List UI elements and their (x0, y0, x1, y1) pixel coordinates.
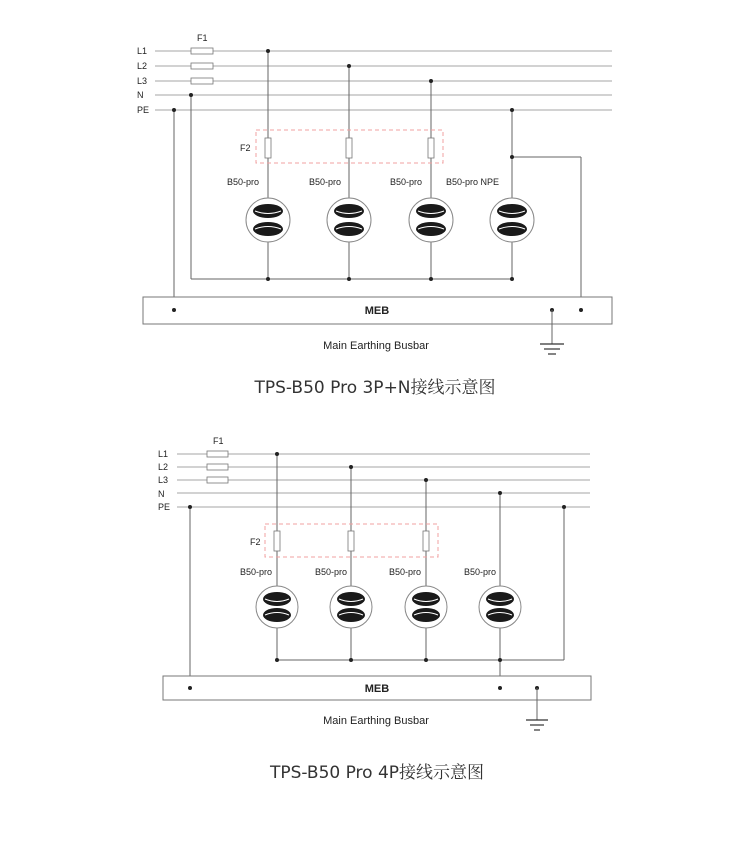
spd-module (256, 586, 298, 628)
line-label-l2: L2 (137, 61, 148, 71)
spd-module (405, 586, 447, 628)
line-label-n: N (158, 489, 165, 499)
busbar-caption: Main Earthing Busbar (323, 340, 429, 352)
diagram-4p (158, 436, 591, 783)
module-label: B50-pro (309, 177, 342, 187)
module-label: B50-pro (464, 567, 497, 577)
fuse-f2 (274, 531, 280, 551)
fuse-f1-l2 (191, 63, 213, 69)
spd-module (246, 198, 290, 242)
fuse-label-f2: F2 (250, 537, 261, 547)
spd-module (327, 198, 371, 242)
spd-module (490, 198, 534, 242)
meb-label: MEB (364, 305, 390, 317)
line-label-l3: L3 (158, 475, 169, 485)
line-label-n: N (137, 90, 144, 100)
line-label-l2: L2 (158, 462, 169, 472)
diagram-caption: TPS-B50 Pro 3P+N接线示意图 (254, 378, 496, 398)
spd-module (330, 586, 372, 628)
fuse-f2 (265, 138, 271, 158)
line-label-l1: L1 (158, 449, 169, 459)
fuse-f1-l3 (207, 477, 228, 483)
fuse-f1-l1 (207, 451, 228, 457)
fuse-f1-l2 (207, 464, 228, 470)
diagram-caption: TPS-B50 Pro 4P接线示意图 (269, 763, 485, 783)
line-label-pe: PE (158, 502, 171, 512)
module-label: B50-pro (389, 567, 422, 577)
line-label-l1: L1 (137, 46, 148, 56)
line-label-l3: L3 (137, 76, 148, 86)
fuse-f1-l3 (191, 78, 213, 84)
spd-module (409, 198, 453, 242)
module-label: B50-pro (315, 567, 348, 577)
fuse-f2 (348, 531, 354, 551)
module-label: B50-pro (227, 177, 260, 187)
fuse-f2 (423, 531, 429, 551)
fuse-f2 (428, 138, 434, 158)
fuse-label-f1: F1 (197, 33, 208, 43)
meb-label: MEB (364, 683, 390, 695)
busbar-caption: Main Earthing Busbar (323, 715, 429, 727)
fuse-f2 (346, 138, 352, 158)
diagram-3p-n (137, 33, 612, 398)
module-label: B50-pro (390, 177, 423, 187)
line-label-pe: PE (137, 105, 150, 115)
module-label: B50-pro NPE (446, 177, 500, 187)
spd-module (479, 586, 521, 628)
fuse-f1-l1 (191, 48, 213, 54)
fuse-label-f1: F1 (213, 436, 224, 446)
module-label: B50-pro (240, 567, 273, 577)
fuse-label-f2: F2 (240, 143, 251, 153)
